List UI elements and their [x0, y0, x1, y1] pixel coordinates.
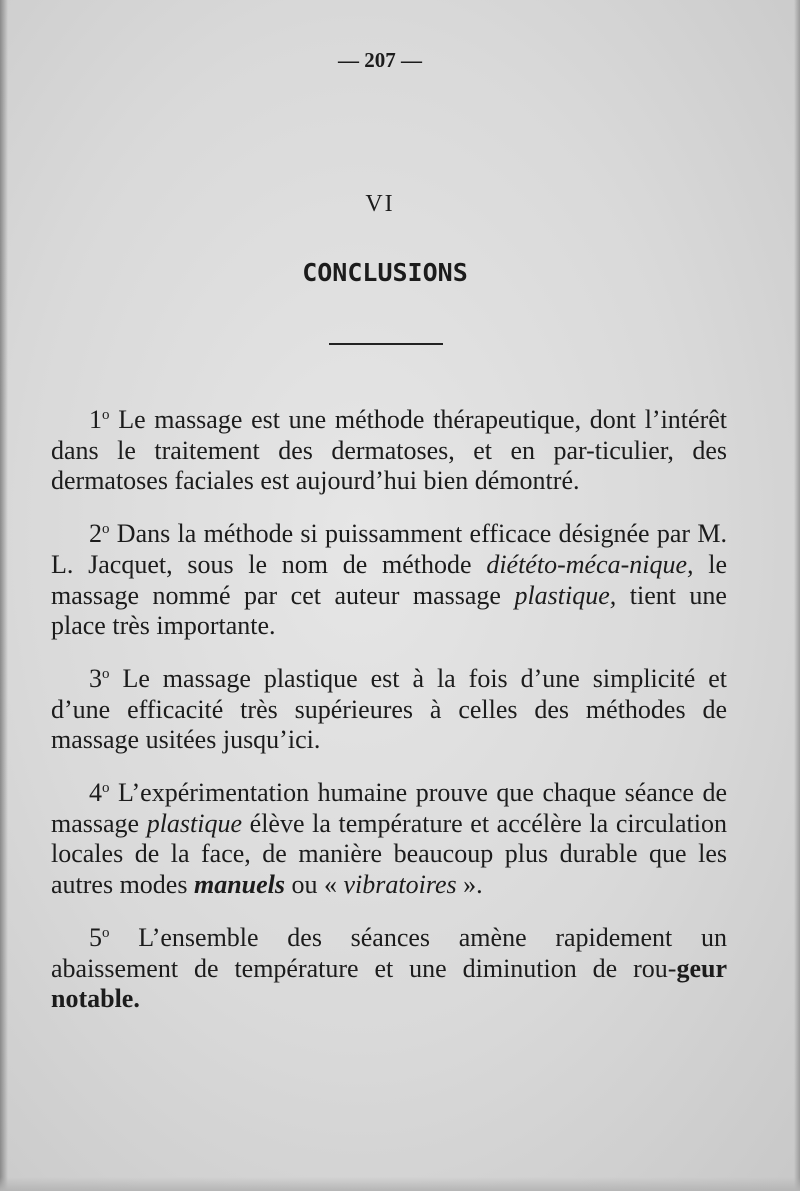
chapter-title: CONCLUSIONS: [302, 258, 468, 287]
conclusion-text: tient une place très importante.: [51, 580, 727, 641]
ordinal-marker: o: [102, 521, 110, 538]
ordinal-marker: o: [102, 924, 110, 941]
conclusion-number: 5: [89, 922, 102, 952]
page-edge-shadow-bottom: [0, 1177, 800, 1191]
emphasis-text: manuels: [193, 870, 285, 900]
conclusion-text: Le massage est une méthode thérapeutique, dont l’intérêt dans le traitement des dermatoses, et en par-ticulier, des dermatoses faciales est aujourd’hui bien démontré.: [51, 405, 727, 496]
conclusion-text: Dans la méthode si puissamment efficace désignée par M. L. Jacquet, sous le nom de méthode: [51, 519, 727, 579]
emphasis-text: vibratoires: [343, 870, 457, 900]
conclusion-number: 3: [89, 663, 102, 693]
conclusion-text-bold: geur notable.: [51, 953, 727, 1014]
conclusion-text: L’ensemble des séances amène rapidement un abaissement de température et une diminution de rou-: [51, 922, 727, 983]
ordinal-marker: o: [102, 665, 110, 682]
conclusion-text: élève la température et accélère la circulation locales de la face, de manière beaucoup plus durable que les autres modes: [51, 808, 727, 900]
chapter-number: VI: [365, 191, 395, 217]
page-number: — 207 —: [338, 48, 422, 72]
conclusion-paragraph-1: [51, 405, 727, 497]
emphasis-text: diététo-méca-nique,: [486, 549, 694, 579]
emphasis-text: plastique,: [514, 580, 617, 610]
conclusion-text: L’expérimentation humaine prouve que chaque séance de massage: [51, 778, 727, 838]
page-edge-shadow-left: [0, 0, 8, 1191]
conclusion-text: ».: [456, 870, 483, 900]
conclusion-paragraph-5: [51, 923, 727, 1015]
page-edge-shadow-right: [794, 0, 800, 1191]
title-divider: [329, 343, 443, 345]
ordinal-marker: o: [102, 780, 110, 797]
conclusion-number: 4: [89, 778, 102, 808]
conclusions-list: [51, 405, 727, 1037]
conclusion-paragraph-4: [51, 778, 727, 901]
conclusion-paragraph-2: [51, 519, 727, 642]
conclusion-number: 1: [89, 405, 102, 434]
conclusion-text: Le massage plastique est à la fois d’une simplicité et d’une efficacité très supérieures à celles des méthodes de massage usitées jusqu’ici.: [51, 663, 727, 755]
conclusion-text: le massage nommé par cet auteur massage: [51, 549, 728, 610]
ordinal-marker: o: [102, 407, 110, 423]
conclusion-paragraph-3: [51, 664, 727, 756]
emphasis-text: plastique: [146, 808, 243, 838]
conclusion-text: ou «: [285, 870, 344, 900]
conclusion-number: 2: [89, 519, 102, 549]
